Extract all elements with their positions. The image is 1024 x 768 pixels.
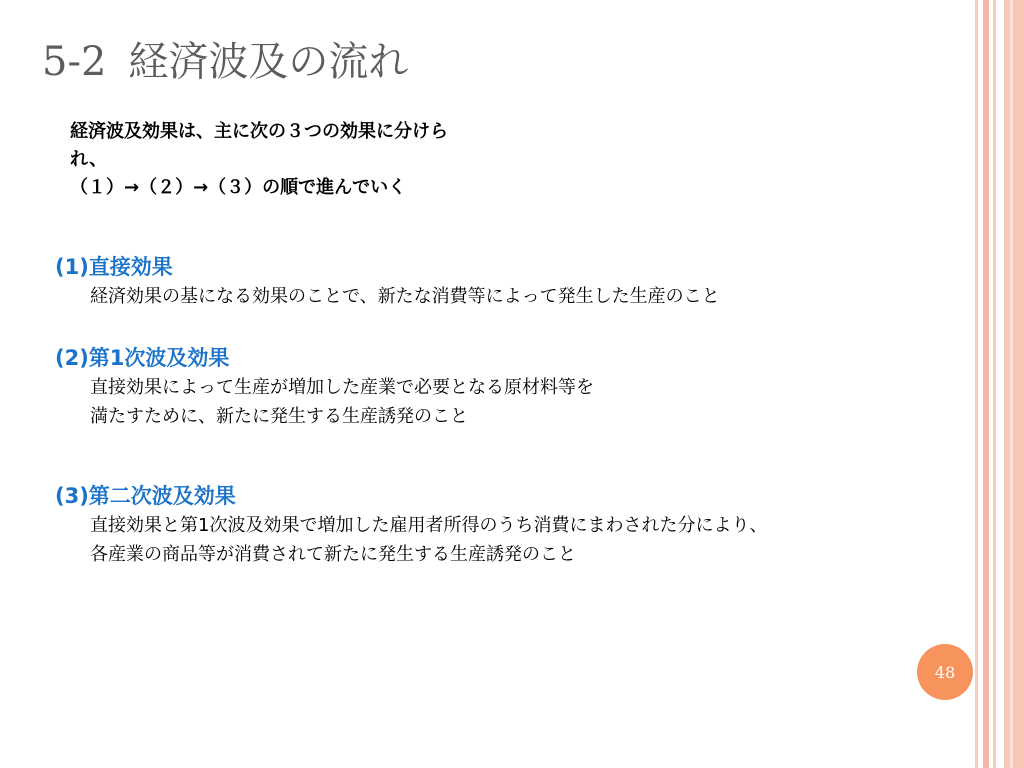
section-body [55, 282, 720, 311]
intro-line: 経済波及効果は、主に次の３つの効果に分けら [70, 121, 448, 142]
section-heading: (1)直接効果 [55, 255, 173, 279]
decor-stripe [975, 0, 978, 768]
decor-stripe [1010, 0, 1013, 768]
section-line: 各産業の商品等が消費されて新たに発生する生産誘発のこと [90, 544, 576, 565]
slide-title-number: 5-2 [42, 39, 107, 85]
intro-line: れ、 [70, 149, 108, 170]
section-body [55, 373, 594, 431]
section-line: 直接効果によって生産が増加した産業で必要となる原材料等を [90, 377, 594, 398]
decor-stripe [993, 0, 996, 768]
slide-title [42, 34, 408, 90]
decor-stripe [983, 0, 989, 768]
section-heading: (3)第二次波及効果 [55, 484, 236, 508]
section-body [55, 511, 767, 569]
page-number: 48 [934, 662, 956, 682]
section-line: 直接効果と第1次波及効果で増加した雇用者所得のうち消費にまわされた分により、 [90, 515, 768, 536]
slide-title-text: 経済波及の流れ [128, 39, 409, 85]
section-first-ripple-effect [55, 343, 594, 431]
intro-text [70, 118, 448, 202]
section-heading: (2)第1次波及効果 [55, 346, 230, 370]
section-line: 経済効果の基になる効果のことで、新たな消費等によって発生した生産のこと [90, 286, 720, 307]
section-second-ripple-effect [55, 481, 767, 569]
page-number-badge [917, 644, 973, 700]
decor-stripe [1004, 0, 1024, 768]
intro-line: （１）→（２）→（３）の順で進んでいく [70, 177, 407, 198]
section-direct-effect [55, 252, 720, 311]
section-line: 満たすために、新たに発生する生産誘発のこと [90, 406, 468, 427]
